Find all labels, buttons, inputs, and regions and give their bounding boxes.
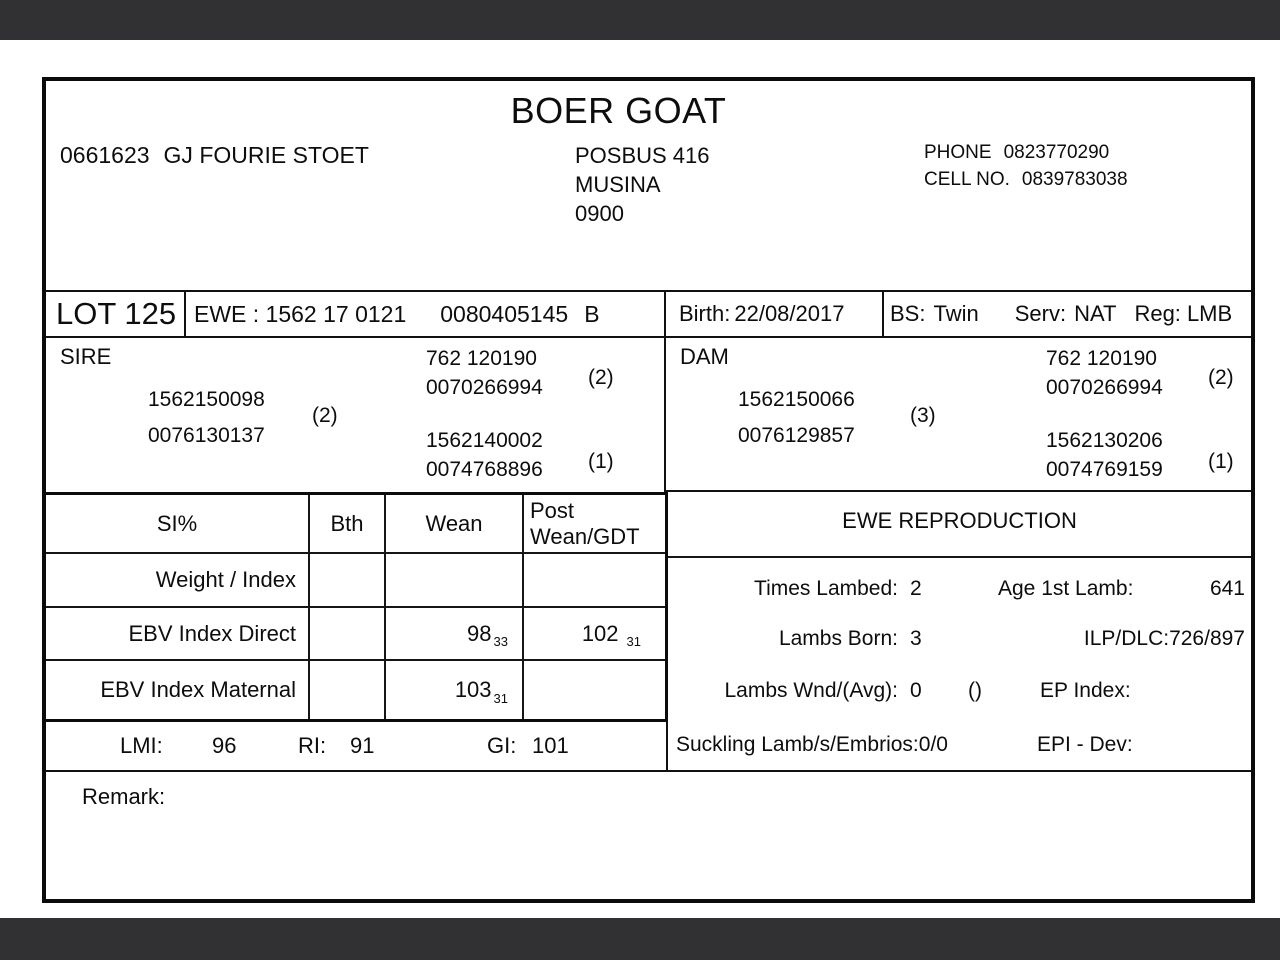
- dam-grandsire-note: (2): [1208, 366, 1234, 389]
- lmi-value: 96: [212, 733, 237, 758]
- age-first-lamb-row: [998, 577, 1245, 601]
- bottom-letterbox-band: [0, 918, 1280, 960]
- epi-dev-row: [1037, 733, 1133, 757]
- lambs-weaned-value: 0: [910, 679, 922, 702]
- sire-ids: [148, 382, 265, 454]
- weight-bth-cell: [308, 552, 384, 606]
- sire-granddam-ids: [426, 426, 543, 484]
- ebv-direct-post-accuracy: 31: [626, 634, 641, 649]
- ewe-reproduction-header: [668, 492, 1251, 558]
- phone-row: [924, 139, 1128, 166]
- sire-grandsire-ids: [426, 344, 543, 402]
- pedigree-sire-panel: [46, 338, 666, 492]
- dam-grandsire-ids: [1046, 344, 1163, 402]
- reg-value: LMB: [1186, 301, 1233, 326]
- animal-id: EWE : 1562 17 0121: [194, 300, 407, 327]
- sire-grandsire-id-2: 0070266994: [426, 376, 543, 399]
- cell-label: CELL NO.: [924, 169, 1010, 190]
- serv-label: Serv:: [1014, 301, 1067, 326]
- dam-id-2: 0076129857: [738, 424, 855, 447]
- dam-note: (3): [910, 404, 936, 427]
- top-letterbox-band: [0, 0, 1280, 40]
- ep-index-label: EP Index:: [1040, 679, 1131, 702]
- row-label-ebv-maternal: EBV Index Maternal: [46, 659, 308, 719]
- ri-label: RI:: [298, 733, 327, 758]
- breeder-name: GJ FOURIE STOET: [163, 142, 369, 168]
- lambs-weaned-label: Lambs Wnd/(Avg):: [724, 679, 898, 702]
- col-header-bth: Bth: [308, 495, 384, 552]
- sire-id-1: 1562150098: [148, 388, 265, 411]
- ilp-dlc-row: [1084, 627, 1245, 651]
- breeder-line: [60, 142, 369, 169]
- ebv-direct-post-value: 102: [581, 620, 619, 646]
- suckling-value: 0/0: [918, 733, 948, 756]
- ebv-maternal-post-cell: [522, 659, 665, 719]
- selection-index-table: [46, 492, 668, 722]
- col-header-wean: Wean: [384, 495, 522, 552]
- ilp-dlc-label: ILP/DLC:: [1083, 627, 1170, 650]
- dam-ids: [738, 382, 855, 454]
- page-title: BOER GOAT: [510, 90, 727, 131]
- dam-id-1: 1562150066: [738, 388, 855, 411]
- bs-label: BS:: [890, 301, 926, 326]
- birth-label: Birth:: [679, 301, 731, 326]
- row-label-ebv-direct: EBV Index Direct: [46, 606, 308, 659]
- phone-number: 0823770290: [1003, 142, 1110, 163]
- dam-grandsire-id-2: 0070266994: [1046, 376, 1163, 399]
- suckling-row: [676, 733, 948, 757]
- dam-granddam-id-2: 0074769159: [1046, 458, 1163, 481]
- bs-value: Twin: [933, 301, 979, 326]
- catalog-card: [42, 77, 1255, 903]
- sire-granddam-id-1: 1562140002: [426, 429, 543, 452]
- age-first-lamb-label: Age 1st Lamb:: [998, 577, 1134, 600]
- ebv-direct-post-cell: [522, 606, 665, 659]
- breeder-number: 0661623: [60, 142, 150, 168]
- breeder-address: [575, 141, 710, 228]
- lmi-label: LMI:: [120, 733, 163, 758]
- sire-label: SIRE: [60, 344, 112, 369]
- ebv-maternal-wean-cell: [384, 659, 522, 719]
- ebv-direct-wean-value: 98: [467, 620, 492, 646]
- cell-number: 0839783038: [1021, 169, 1128, 190]
- reg-label: Reg:: [1134, 301, 1181, 326]
- contact-block: [924, 139, 1128, 193]
- lambs-weaned-average: (): [968, 679, 982, 702]
- lambs-born-label: Lambs Born:: [778, 627, 898, 650]
- pedigree-dam-panel: [666, 338, 1251, 492]
- animal-id-cell: [186, 292, 666, 336]
- epi-dev-label: EPI - Dev:: [1037, 733, 1133, 756]
- indices-row: [46, 722, 668, 770]
- ebv-direct-wean-accuracy: 33: [493, 634, 508, 649]
- ilp-dlc-value: 726/897: [1169, 627, 1245, 650]
- ebv-direct-bth-cell: [308, 606, 384, 659]
- serv-value: NAT: [1074, 301, 1117, 326]
- sire-grandsire-id-1: 762 120190: [426, 347, 537, 370]
- sire-grandsire-note: (2): [588, 366, 614, 389]
- ebv-maternal-wean-value: 103: [454, 677, 492, 702]
- address-line-3: 0900: [575, 201, 624, 226]
- ri-value: 91: [350, 733, 375, 758]
- ep-index-row: [1040, 679, 1131, 703]
- sire-granddam-id-2: 0074768896: [426, 458, 543, 481]
- cell-row: [924, 166, 1128, 193]
- remark-section: [46, 770, 1251, 899]
- dam-grandsire-id-1: 762 120190: [1046, 347, 1157, 370]
- phone-label: PHONE: [924, 142, 992, 163]
- lot-number: LOT 125: [46, 292, 186, 336]
- birth-date: 22/08/2017: [734, 301, 845, 326]
- col-header-si: SI%: [156, 510, 198, 536]
- weight-wean-cell: [384, 552, 522, 606]
- ebv-direct-wean-cell: [384, 606, 522, 659]
- times-lambed-value: 2: [910, 577, 922, 600]
- registration-number: 0080405145: [440, 300, 569, 327]
- ebv-maternal-bth-cell: [308, 659, 384, 719]
- gi-label: GI:: [487, 733, 517, 758]
- sire-id-2: 0076130137: [148, 424, 265, 447]
- age-first-lamb-value: 641: [1209, 577, 1245, 600]
- ewe-reproduction-title: EWE REPRODUCTION: [842, 508, 1077, 533]
- row-label-weight-index: Weight / Index: [46, 552, 308, 606]
- ewe-reproduction-stats: [668, 558, 1251, 770]
- dam-granddam-id-1: 1562130206: [1046, 429, 1163, 452]
- dam-granddam-note: (1): [1208, 450, 1234, 473]
- sire-granddam-note: (1): [588, 450, 614, 473]
- address-line-2: MUSINA: [575, 172, 661, 197]
- suckling-label: Suckling Lamb/s/Embrios:: [676, 733, 919, 756]
- birth-date-cell: [666, 292, 884, 336]
- times-lambed-label: Times Lambed:: [754, 577, 898, 600]
- dam-granddam-ids: [1046, 426, 1163, 484]
- birth-status-cell: [884, 292, 1251, 336]
- ebv-maternal-wean-accuracy: 31: [493, 690, 508, 706]
- lot-header-row: [46, 290, 1251, 338]
- col-header-post-wean: Post Wean/GDT: [522, 495, 665, 552]
- remark-label: Remark:: [82, 784, 166, 809]
- weight-post-cell: [522, 552, 665, 606]
- sire-note: (2): [312, 404, 338, 427]
- address-line-1: POSBUS 416: [575, 143, 710, 168]
- gi-value: 101: [532, 733, 569, 758]
- lambs-born-value: 3: [910, 627, 922, 650]
- sex-code: B: [584, 300, 600, 327]
- dam-label: DAM: [680, 344, 729, 369]
